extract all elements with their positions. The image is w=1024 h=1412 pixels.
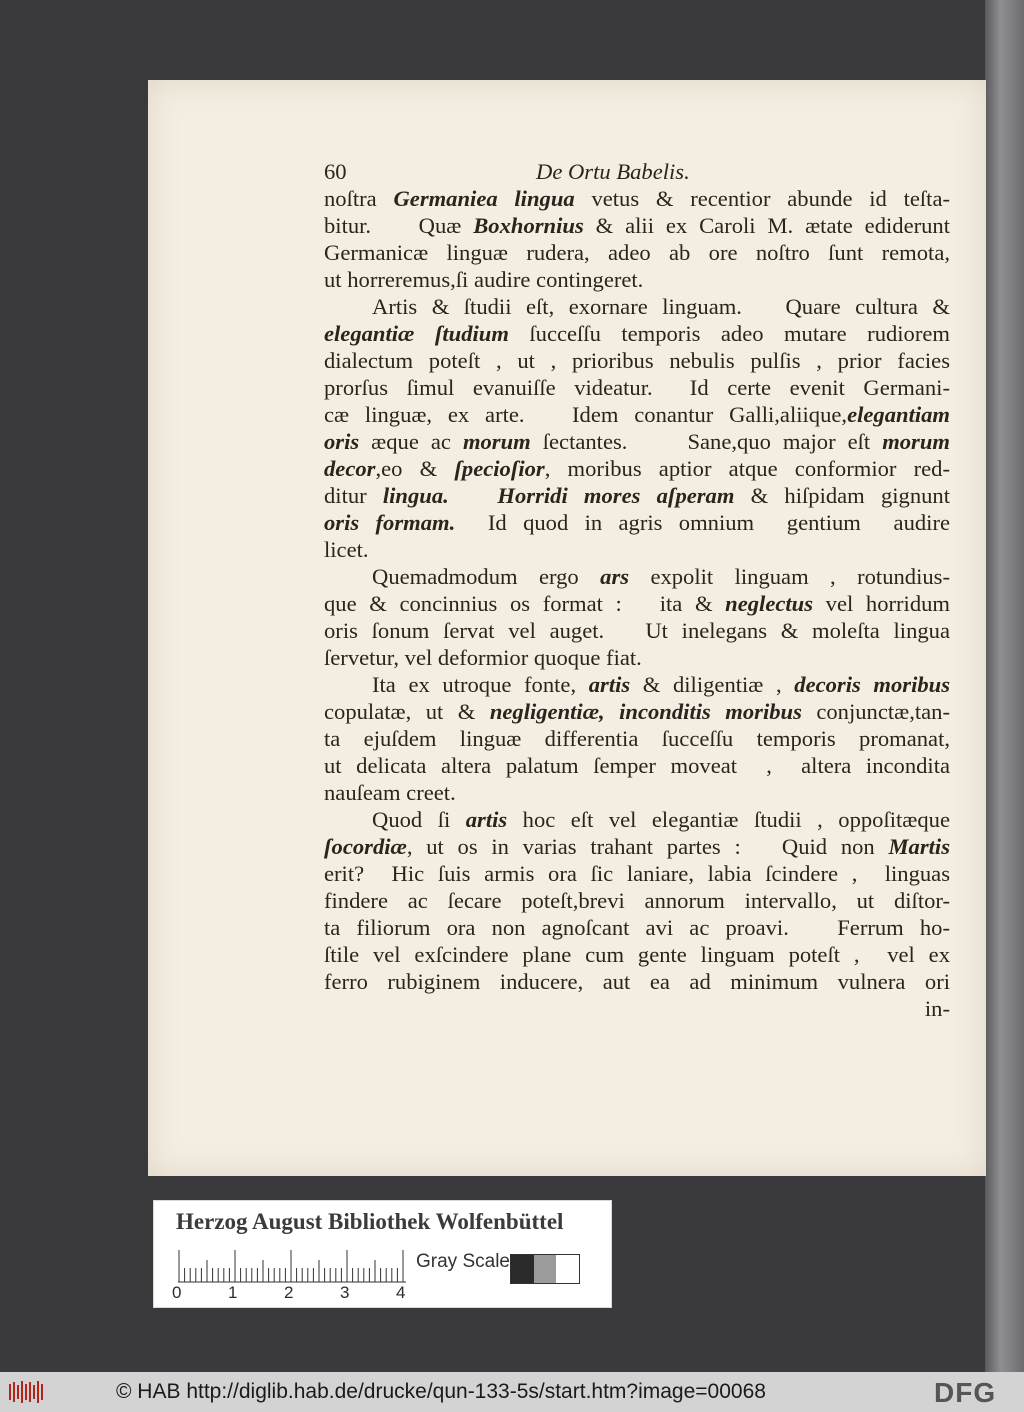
- text-line: oris æque ac morum ſectantes. Sane,quo major eſt morum: [324, 429, 950, 454]
- page-text: [324, 158, 950, 1022]
- ruler-label-4: 4: [396, 1283, 406, 1302]
- text-line: noſtra Germaniea lingua vetus & recentior abunde id teſta-: [324, 186, 950, 211]
- text-line: copulatæ, ut & negligentiæ, inconditis moribus conjunctæ,tan-: [324, 699, 950, 724]
- text-line: cæ linguæ, ex arte. Idem conantur Galli,aliique,elegantiam: [324, 402, 950, 427]
- text-line: ſervetur, vel deformior quoque fiat.: [324, 645, 642, 670]
- viewer-footer: [0, 1372, 1024, 1412]
- text-body: [324, 185, 950, 1022]
- text-line: nauſeam creet.: [324, 780, 456, 805]
- ruler-label-0: 0: [172, 1283, 182, 1302]
- adjacent-page-edge: [985, 0, 1024, 1372]
- text-line: que & concinnius os format : ita & neglectus vel horridum: [324, 591, 950, 616]
- text-line: prorſus ſimul evanuiſſe videatur. Id certe evenit Germani-: [324, 375, 950, 400]
- text-line: Quemadmodum ergo ars expolit linguam , rotundius-: [372, 564, 950, 589]
- text-line: bitur. Quæ Boxhornius & alii ex Caroli M. ætate ediderunt: [324, 213, 950, 238]
- text-line: oris formam. Id quod in agris omnium gentium audire: [324, 510, 950, 535]
- text-line: ta filiorum ora non agnoſcant avi ac proavi. Ferrum ho-: [324, 915, 950, 940]
- text-line: oris ſonum ſervat vel auget. Ut inelegans & moleſta lingua: [324, 618, 950, 643]
- gray-scale-label: Gray Scale: [416, 1251, 510, 1272]
- copyright-url[interactable]: © HAB http://diglib.hab.de/drucke/qun-133-5s/start.htm?image=00068: [116, 1380, 766, 1403]
- dfg-logo: DFG: [934, 1377, 997, 1408]
- ruler-label-3: 3: [340, 1283, 350, 1302]
- ruler-label-1: 1: [228, 1283, 238, 1302]
- page-number: 60: [324, 159, 347, 184]
- gray-swatch-light: [556, 1255, 579, 1283]
- text-line: findere ac ſecare poteſt,brevi annorum intervallo, ut diſtor-: [324, 888, 950, 913]
- library-color-card: [153, 1200, 612, 1308]
- gray-swatch-mid: [534, 1255, 557, 1283]
- text-line: erit? Hic ſuis armis ora ſic laniare, labia ſcindere , linguas: [324, 861, 950, 886]
- text-line: dialectum poteſt , ut , prioribus nebulis pulſis , prior facies: [324, 348, 950, 373]
- text-line: ditur lingua. Horridi mores aſperam & hiſpidam gignunt: [324, 483, 950, 508]
- gray-swatch-dark: [511, 1255, 534, 1283]
- running-head: [324, 158, 950, 185]
- hab-logo-icon: [8, 1380, 46, 1404]
- ruler-scale: [178, 1249, 408, 1283]
- text-line: Quod ſi artis hoc eſt vel elegantiæ ſtudii , oppoſitæque: [372, 807, 950, 832]
- text-line: ſocordiæ, ut os in varias trahant partes : Quid non Martis: [324, 834, 950, 859]
- text-line: elegantiæ ſtudium ſucceſſu temporis adeo mutare rudiorem: [324, 321, 950, 346]
- text-line: licet.: [324, 537, 369, 562]
- text-line: in-: [924, 996, 950, 1021]
- text-line: decor,eo & ſpecioſior, moribus aptior atque conformior red-: [324, 456, 950, 481]
- text-line: Ita ex utroque fonte, artis & diligentiæ , decoris moribus: [372, 672, 950, 697]
- text-line: ut horreremus,ſi audire contingeret.: [324, 267, 644, 292]
- text-line: ferro rubiginem inducere, aut ea ad minimum vulnera ori: [324, 969, 950, 994]
- text-line: Germanicæ linguæ rudera, adeo ab ore noſtro ſunt remota,: [324, 240, 950, 265]
- text-line: ſtile vel exſcindere plane cum gente linguam poteſt , vel ex: [324, 942, 950, 967]
- ruler-label-2: 2: [284, 1283, 294, 1302]
- text-line: Artis & ſtudii eſt, exornare linguam. Quare cultura &: [372, 294, 950, 319]
- text-line: ta ejuſdem linguæ differentia ſucceſſu temporis promanat,: [324, 726, 950, 751]
- running-title: De Ortu Babelis.: [536, 159, 690, 184]
- gray-scale-swatch: [510, 1254, 580, 1284]
- ruler-labels: [172, 1283, 412, 1305]
- text-line: ut delicata altera palatum ſemper moveat , altera incondita: [324, 753, 950, 778]
- library-name: Herzog August Bibliothek Wolfenbüttel: [176, 1209, 564, 1234]
